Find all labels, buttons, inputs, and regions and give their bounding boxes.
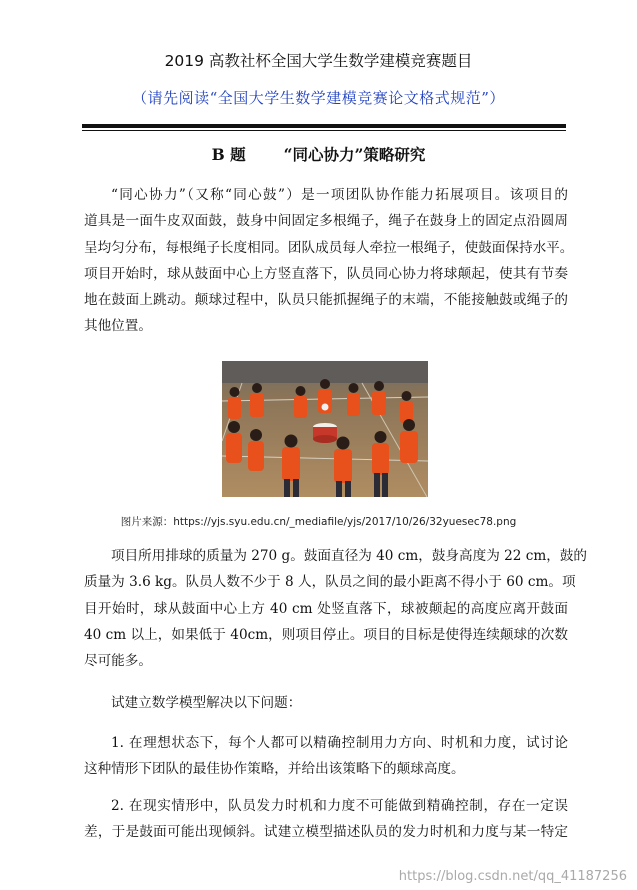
team-drum-illustration (222, 361, 428, 497)
text-line: 差，于是鼓面可能出现倾斜。试建立模型描述队员的发力时机和力度与某一特定 (84, 824, 568, 841)
intro-paragraph (84, 182, 574, 340)
text-line: 2. 在现实情形中，队员发力时机和力度不可能做到精确控制，存在一定误 (111, 798, 568, 814)
text-line: 尽可能多。 (84, 653, 152, 670)
text-line: 1. 在理想状态下，每个人都可以精确控制用力方向、时机和力度，试讨论 (111, 735, 568, 751)
problem-name: “同心协力”策略研究 (283, 145, 426, 164)
question-1 (84, 730, 568, 783)
header-rule-thick (82, 124, 566, 128)
text-line: 地在鼓面上跳动。颠球过程中，队员只能抓握绳子的末端，不能接触鼓或绳子的 (84, 292, 568, 309)
text-line: 项目所用排球的质量为 270 g。鼓面直径为 40 cm，鼓身高度为 22 cm，鼓的 (111, 548, 588, 564)
text-line: 项目开始时，球从鼓面中心上方竖直落下，队员同心协力将球颠起，使其有节奏 (84, 265, 568, 282)
problem-heading (0, 143, 637, 165)
text-line: 40 cm 以上，如果低于 40cm，则项目停止。项目的目标是使得连续颠球的次数 (84, 626, 568, 643)
csdn-watermark: https://blog.csdn.net/qq_41187256 (398, 869, 627, 884)
figure-caption: 图片来源：https://yjs.syu.edu.cn/_mediafile/yjs/2017/10/26/32yuesec78.png (120, 516, 517, 528)
text-line: “同心协力”（又称“同心鼓”）是一项团队协作能力拓展项目。该项目的 (111, 187, 568, 203)
team-drum-photo (222, 361, 428, 497)
text-line: 试建立数学模型解决以下问题： (111, 695, 302, 711)
header-rule-thin (82, 130, 566, 131)
text-line: 目开始时，球从鼓面中心上方 40 cm 处竖直落下，球被颠起的高度应离开鼓面 (84, 600, 568, 617)
problem-label: B 题 (211, 145, 246, 164)
format-notice: （请先阅读“全国大学生数学建模竞赛论文格式规范”） (132, 89, 505, 107)
task-intro (84, 690, 568, 716)
competition-title: 2019 高教社杯全国大学生数学建模竞赛题目 (164, 52, 473, 70)
text-line: 这种情形下团队的最佳协作策略，并给出该策略下的颠球高度。 (84, 761, 465, 778)
text-line: 质量为 3.6 kg。队员人数不少于 8 人，队员之间的最小距离不得小于 60 cm。项 (84, 574, 576, 591)
question-2 (84, 793, 568, 846)
text-line: 呈均匀分布，每根绳子长度相同。团队成员每人牵拉一根绳子，使鼓面保持水平。 (84, 239, 574, 256)
parameters-paragraph (84, 543, 588, 674)
text-line: 道具是一面牛皮双面鼓，鼓身中间固定多根绳子，绳子在鼓身上的固定点沿圆周 (84, 213, 568, 230)
text-line: 其他位置。 (84, 318, 152, 335)
